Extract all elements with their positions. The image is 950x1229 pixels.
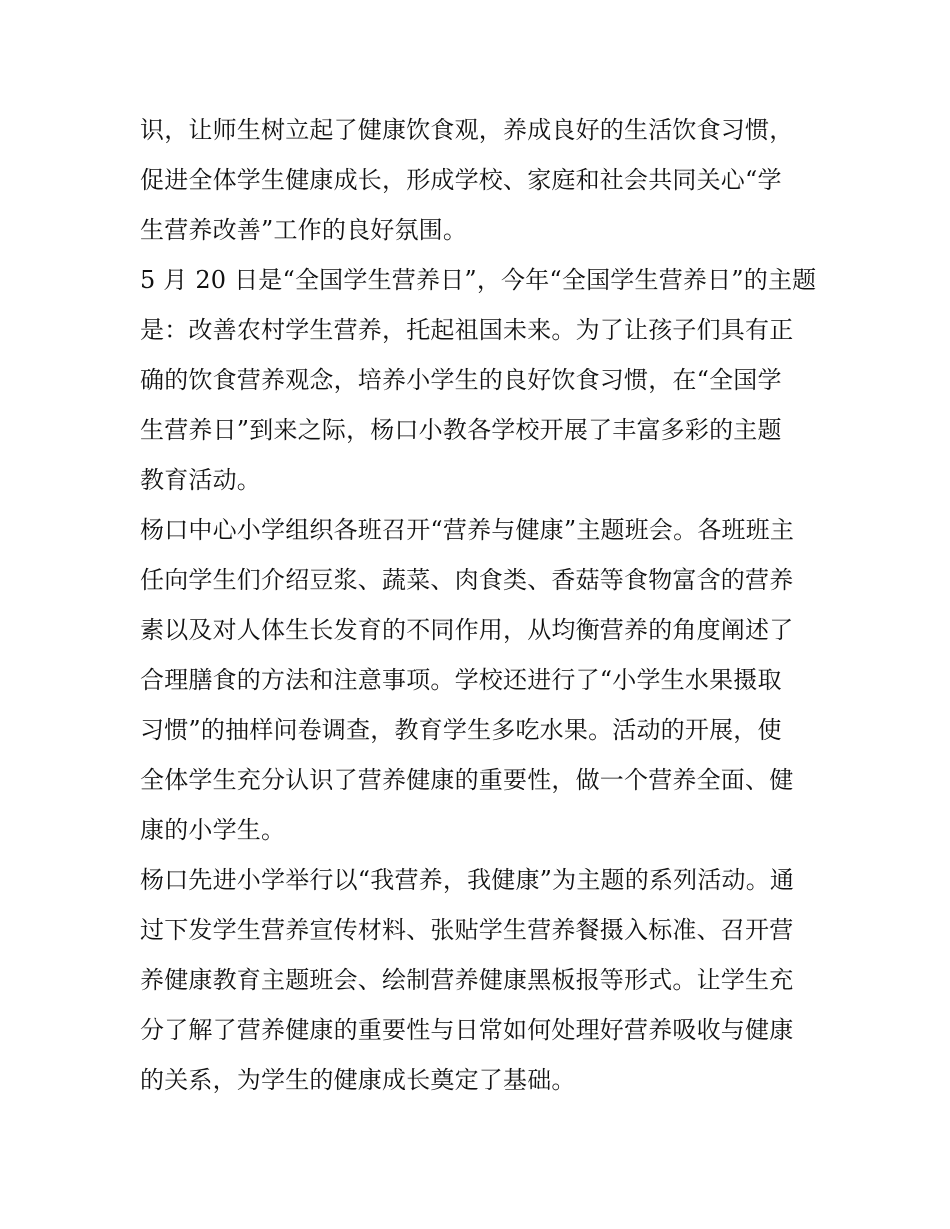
paragraph-4 <box>140 855 812 1105</box>
paragraph-1 <box>140 105 812 255</box>
text-line: 习惯”的抽样问卷调查，教育学生多吃水果。活动的开展，使 <box>140 716 782 744</box>
text-line: 5 月 20 日是“全国学生营养日”，今年“全国学生营养日”的主题 <box>140 266 817 294</box>
text-line: 分了解了营养健康的重要性与日常如何处理好营养吸收与健康 <box>140 1016 794 1044</box>
text-line: 杨口中心小学组织各班召开“营养与健康”主题班会。各班班主 <box>140 516 795 544</box>
text-line: 促进全体学生健康成长，形成学校、家庭和社会共同关心“学 <box>140 166 782 194</box>
text-line: 任向学生们介绍豆浆、蔬菜、肉食类、香菇等食物富含的营养 <box>140 566 794 594</box>
text-line: 是：改善农村学生营养，托起祖国未来。为了让孩子们具有正 <box>140 316 794 344</box>
text-line: 合理膳食的方法和注意事项。学校还进行了“小学生水果摄取 <box>140 666 782 694</box>
text-line: 康的小学生。 <box>140 816 286 844</box>
text-line: 全体学生充分认识了营养健康的重要性，做一个营养全面、健 <box>140 766 794 794</box>
text-line: 识，让师生树立起了健康饮食观，养成良好的生活饮食习惯， <box>140 116 794 144</box>
text-line: 生营养日”到来之际，杨口小教各学校开展了丰富多彩的主题 <box>140 416 782 444</box>
text-line: 杨口先进小学举行以“我营养，我健康”为主题的系列活动。通 <box>140 866 795 894</box>
text-line: 确的饮食营养观念，培养小学生的良好饮食习惯，在“全国学 <box>140 366 782 394</box>
text-line: 过下发学生营养宣传材料、张贴学生营养餐摄入标准、召开营 <box>140 916 794 944</box>
text-line: 的关系，为学生的健康成长奠定了基础。 <box>140 1066 576 1094</box>
text-line: 养健康教育主题班会、绘制营养健康黑板报等形式。让学生充 <box>140 966 794 994</box>
text-line: 素以及对人体生长发育的不同作用，从均衡营养的角度阐述了 <box>140 616 794 644</box>
text-line: 生营养改善”工作的良好氛围。 <box>140 216 468 244</box>
text-line: 教育活动。 <box>140 466 261 494</box>
document-body <box>140 105 817 1105</box>
paragraph-2 <box>140 255 817 505</box>
paragraph-3 <box>140 505 812 855</box>
